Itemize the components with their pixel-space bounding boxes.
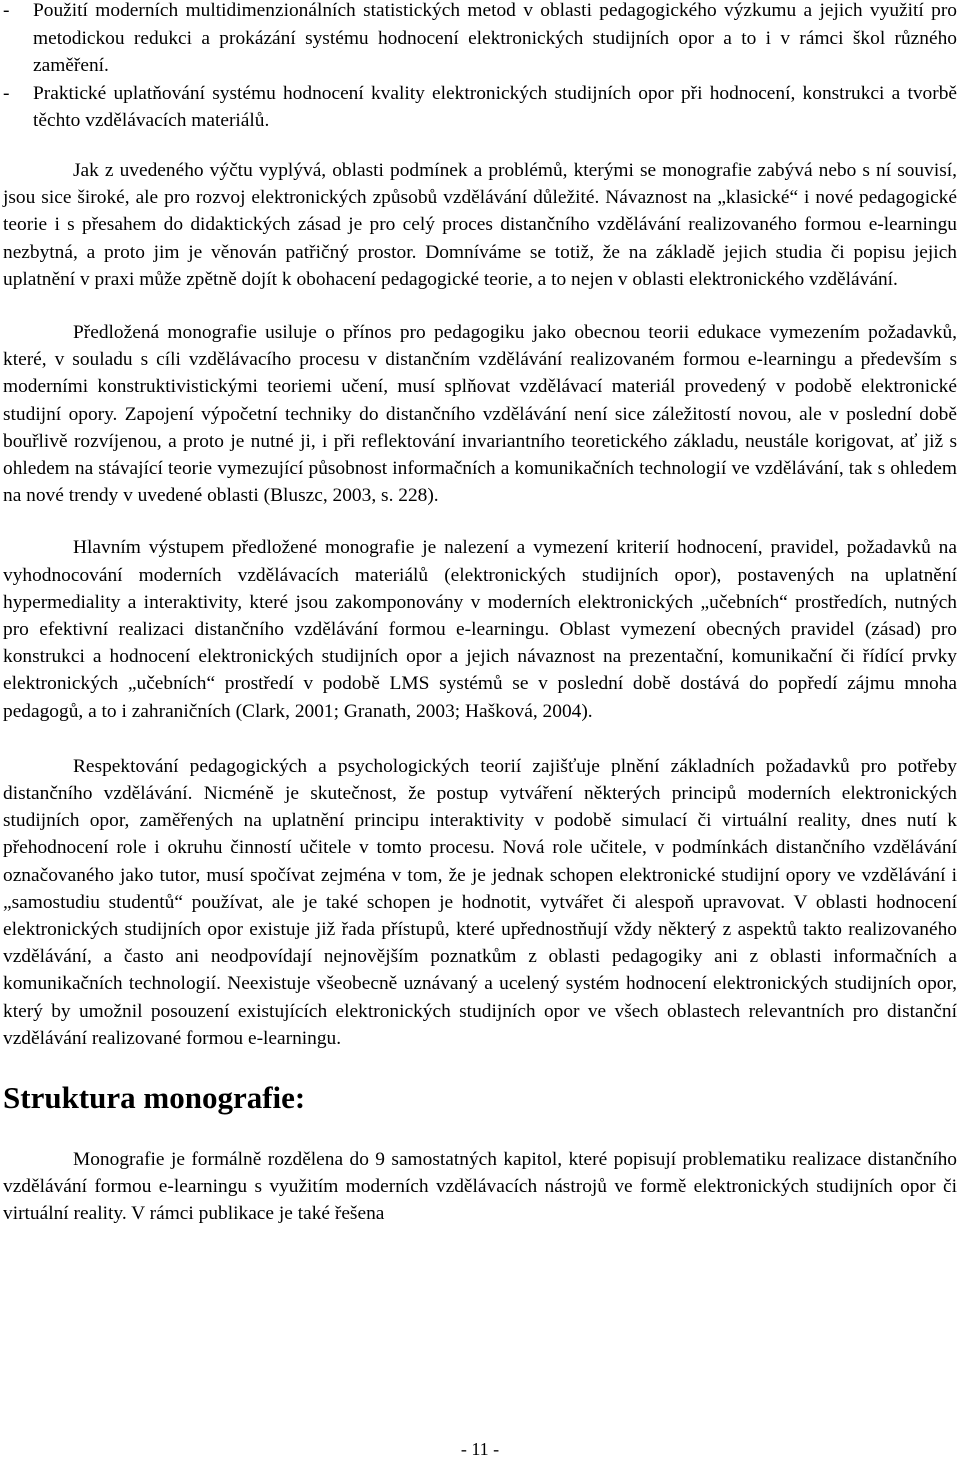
paragraph: Jak z uvedeného výčtu vyplývá, oblasti podmínek a problémů, kterými se monografie zabývá nebo s ní souvisí, jsou sice široké, ale pro rozvoj elektronických způsobů vzdělávání důležité. Návaznost na „klasické“ i nové pedagogické teorie i s přesahem do didaktických zásad je pro celý proces distančního vzdělávání realizovaného formou e-learningu nezbytná, a proto jim je věnován patřičný prostor. Domníváme se totiž, že na základě jejich studia či popisu jejich uplatnění v praxi může zpětně dojít k obohacení pedagogické teorie, a to nejen v oblasti elektronického vzdělávání. [3,159,957,290]
bullet-marker: - [3,0,10,21]
section-heading: Struktura monografie: [3,1080,306,1116]
page-number: - 11 - [460,1439,500,1459]
bullet-item [3,0,957,80]
paragraph: Monografie je formálně rozdělena do 9 samostatných kapitol, které popisují problematiku realizace distančního vzdělávání formou e-learningu s využitím moderních vzdělávacích nástrojů ve formě elektronických studijních opor či virtuální reality. V rámci publikace je také řešena [3,1149,957,1225]
bullet-text: Použití moderních multidimenzionálních statistických metod v oblasti pedagogického výzkumu a jejich využití pro metodickou redukci a prokázání systému hodnocení elektronických studijních opor a to i v rámci škol různého zaměření. [33,0,957,77]
document-page [3,0,957,1228]
bullet-list [3,0,957,135]
paragraph: Hlavním výstupem předložené monografie je nalezení a vymezení kriterií hodnocení, pravidel, požadavků na vyhodnocování moderních vzdělávacích materiálů (elektronických studijních opor), postavených na uplatnění hypermediality a interaktivity, které jsou zakomponovány v moderních elektronických „učebních“ prostředích, nutných pro efektivní realizaci distančního vzdělávání formou e-learningu. Oblast vymezení obecných pravidel (zásad) pro konstrukci a hodnocení elektronických studijních opor a jejich návaznost na prezentační, komunikační či řídící prvky elektronických „učebních“ prostředí v podobě LMS systémů se v poslední době dostává do popředí zájmu mnoha pedagogů, a to i zahraničních (Clark, 2001; Granath, 2003; Hašková, 2004). [3,537,957,722]
paragraph: Respektování pedagogických a psychologických teorií zajišťuje plnění základních požadavků pro potřeby distančního vzdělávání. Nicméně je skutečnost, že postup vytváření některých principů moderních elektronických studijních opor, zaměřených na uplatnění principu interaktivity v podobě simulací či virtuální reality, dnes nutí k přehodnocení role i okruhu činností učitele v tomto procesu. Nová role učitele, v podmínkách distančního vzdělávání označovaného jako tutor, musí spočívat zejména v tom, že je jednak schopen elektronické studijní opory ve vzdělávání i „samostudiu studentů“ používat, ale je také schopen je hodnotit, vytvářet či alespoň upravovat. V oblasti hodnocení elektronických studijních opor existuje již řada přístupů, které upřednostňují vždy některý z aspektů takto realizovaného vzdělávání, a často ani neodpovídají nejnovějším poznatkům z oblasti pedagogiky ani z oblasti informačních a komunikačních technologií. Neexistuje všeobecně uznávaný a ucelený systém hodnocení elektronických studijních opor, který by umožnil posouzení existujících elektronických studijních opor ve všech oblastech relevantních pro distanční vzdělávání realizované formou e-learningu. [3,755,957,1049]
bullet-item [3,80,957,135]
bullet-marker: - [3,82,10,104]
paragraph: Předložená monografie usiluje o přínos pro pedagogiku jako obecnou teorii edukace vymezením požadavků, které, v souladu s cíli vzdělávacího procesu v distančním vzdělávání realizovaném formou e-learningu a především s moderními konstruktivistickými teoriemi učení, musí splňovat vzdělávací materiál provedený v podobě elektronické studijní opory. Zapojení výpočetní techniky do distančního vzdělávání není sice záležitostí novou, ale v poslední době bouřlivě rozvíjenou, a proto je nutné ji, i při reflektování invariantního teoretického základu, neustále korigovat, ať již s ohledem na stávající teorie vymezující působnost informačních a komunikačních technologií ve vzdělávání, tak s ohledem na nové trendy v uvedené oblasti (Bluszc, 2003, s. 228). [3,321,957,507]
bullet-text: Praktické uplatňování systému hodnocení kvality elektronických studijních opor při hodnocení, konstrukci a tvorbě těchto vzdělávacích materiálů. [33,82,957,132]
